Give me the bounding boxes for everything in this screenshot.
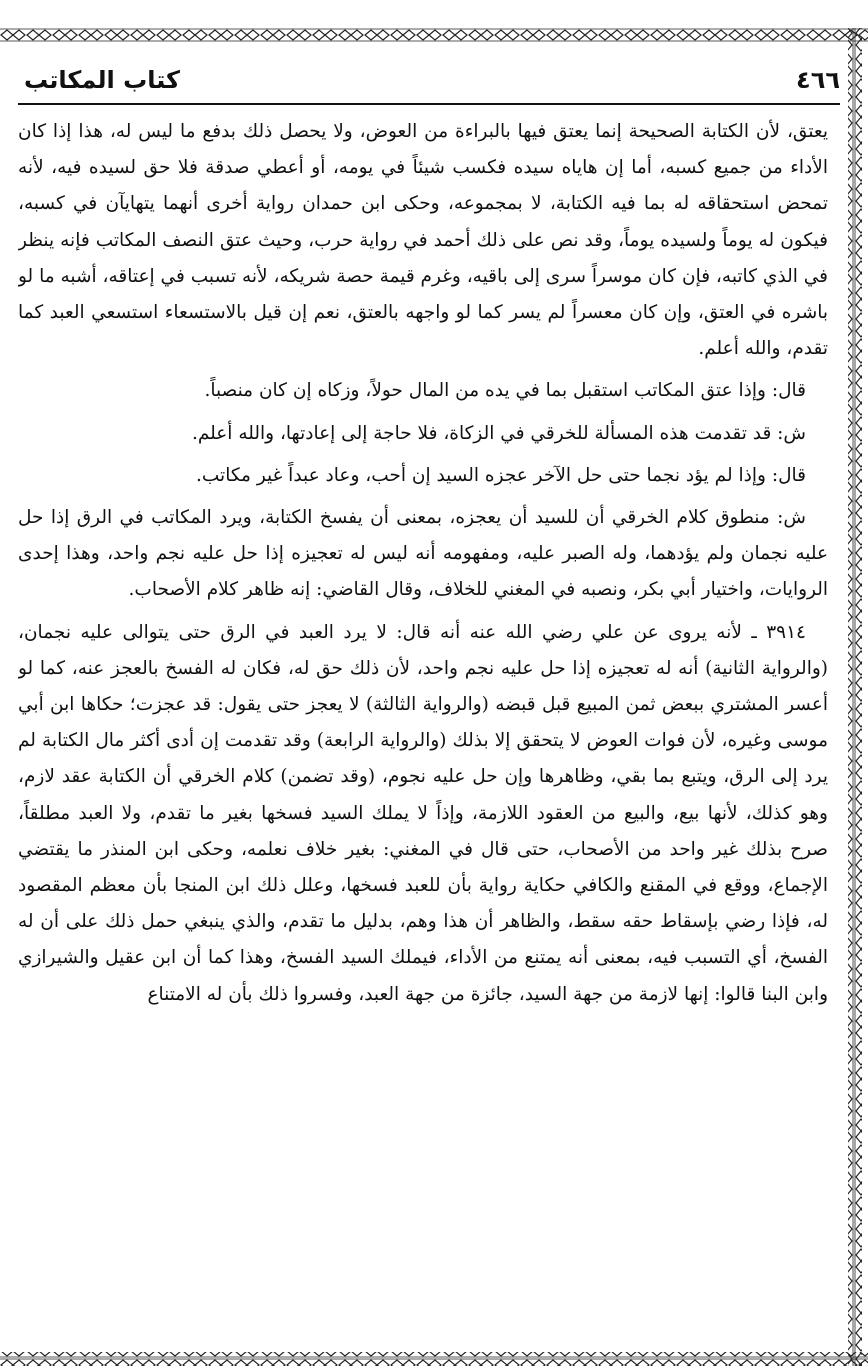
paragraph-matn-qala-2: قال: وإذا لم يؤد نجما حتى حل الآخر عجزه السيد إن أحب، وعاد عبداً غير مكاتب. xyxy=(196,464,806,486)
paragraph-continuation: يعتق، لأن الكتابة الصحيحة إنما يعتق فيها بالبراءة من العوض، ولا يحصل ذلك بدفع ما ليس له، هذا إذا كان الأداء من جميع كسبه، أما إن هاياه سيده فكسب شيئاً في يومه، أو أعطي صدقة فلا حق لسيده فيه، لأنه تمحض استحقاقه له بما فيه الكتابة، لا بمجموعه، وحكى ابن حمدان رواية أخرى أنهما يتهايآن في كسبه، فيكون له يوماً ولسيده يوماً، وقد نص على ذلك أحمد في رواية حرب، وحيث عتق النصف المكاتب فإنه ينظر في الذي كاتبه، فإن كان موسراً سرى إلى باقيه، وغرم قيمة حصة شريكه، لأنه تسبب في إعتاقه، أشبه ما لو باشره في العتق، وإن كان معسراً لم يسر كما لو واجهه بالعتق، نعم إن قيل بالاستسعاء استسعي العبد كما تقدم، والله أعلم. xyxy=(18,121,828,360)
paragraph-sharh-1: ش: قد تقدمت هذه المسألة للخرقي في الزكاة، فلا حاجة إلى إعادتها، والله أعلم. xyxy=(191,422,806,444)
border-top xyxy=(0,28,868,42)
header-rule xyxy=(18,103,840,105)
border-right xyxy=(848,28,862,1366)
page-body xyxy=(18,114,828,1356)
paragraph-matn-qala-1: قال: وإذا عتق المكاتب استقبل بما في يده من المال حولاً، وزكاه إن كان منصباً. xyxy=(204,380,806,402)
page-number: ٤٦٦ xyxy=(796,66,840,94)
running-title: كتاب المكاتب xyxy=(24,66,180,94)
paragraph-sharh-2: ش: منطوق كلام الخرقي أن للسيد أن يعجزه، بمعنى أن يفسخ الكتابة، ويرد المكاتب في الرق إذا حل عليه نجمان ولم يؤدهما، وله الصبر عليه، ومفهومه أنه ليس له تعجيزه إذا حل عليه نجم واحد، وهذا إحدى الروايات، واختيار أبي بكر، ونصبه في المغني للخلاف، وقال القاضي: إنه ظاهر كلام الأصحاب. xyxy=(18,507,828,601)
page-header xyxy=(18,60,840,100)
paragraph-numbered-3914: ٣٩١٤ ـ لأنه يروى عن علي رضي الله عنه أنه قال: لا يرد العبد في الرق حتى يتوالى عليه نجمان، (والرواية الثانية) أنه له تعجيزه إذا حل عليه نجم واحد، لأن ذلك حق له، فكان له الفسخ بالعجز عنه، كما لو أعسر المشتري ببعض ثمن المبيع قبل قبضه (والرواية الثالثة) لا يعجز حتى يقول: قد عجزت؛ حكاها ابن أبي موسى وغيره، لأن فوات العوض لا يتحقق إلا بذلك (والرواية الرابعة) وقد تقدمت إن أدى أكثر مال الكتابة لم يرد إلى الرق، ويتبع بما بقي، وظاهرها وإن حل عليه نجوم، (وقد تضمن) كلام الخرقي أن الكتابة عقد لازم، وهو كذلك، لأنها بيع، والبيع من العقود اللازمة، وإذاً لا يملك السيد فسخها بغير ما تقدم، ولا العبد مطلقاً، صرح بذلك غير واحد من الأصحاب، حتى قال في المغني: بغير خلاف نعلمه، وحكى ابن المنذر ما يقتضي الإجماع، ووقع في المقنع والكافي حكاية رواية بأن للعبد فسخها، وعلل ذلك ابن المنجا بأن معظم المقصود له، فإذا رضي بإسقاط حقه سقط، والظاهر أن هذا وهم، بدليل ما تقدم، والذي ينبغي حمل ذلك على أن له الفسخ، أي التسبب فيه، بمعنى أنه يمتنع من الأداء، فيملك السيد الفسخ، وهذا كما أن ابن عقيل والشيرازي وابن البنا قالوا: إنها لازمة من جهة السيد، جائزة من جهة العبد، وفسروا ذلك بأن له الامتناع xyxy=(18,621,828,1005)
